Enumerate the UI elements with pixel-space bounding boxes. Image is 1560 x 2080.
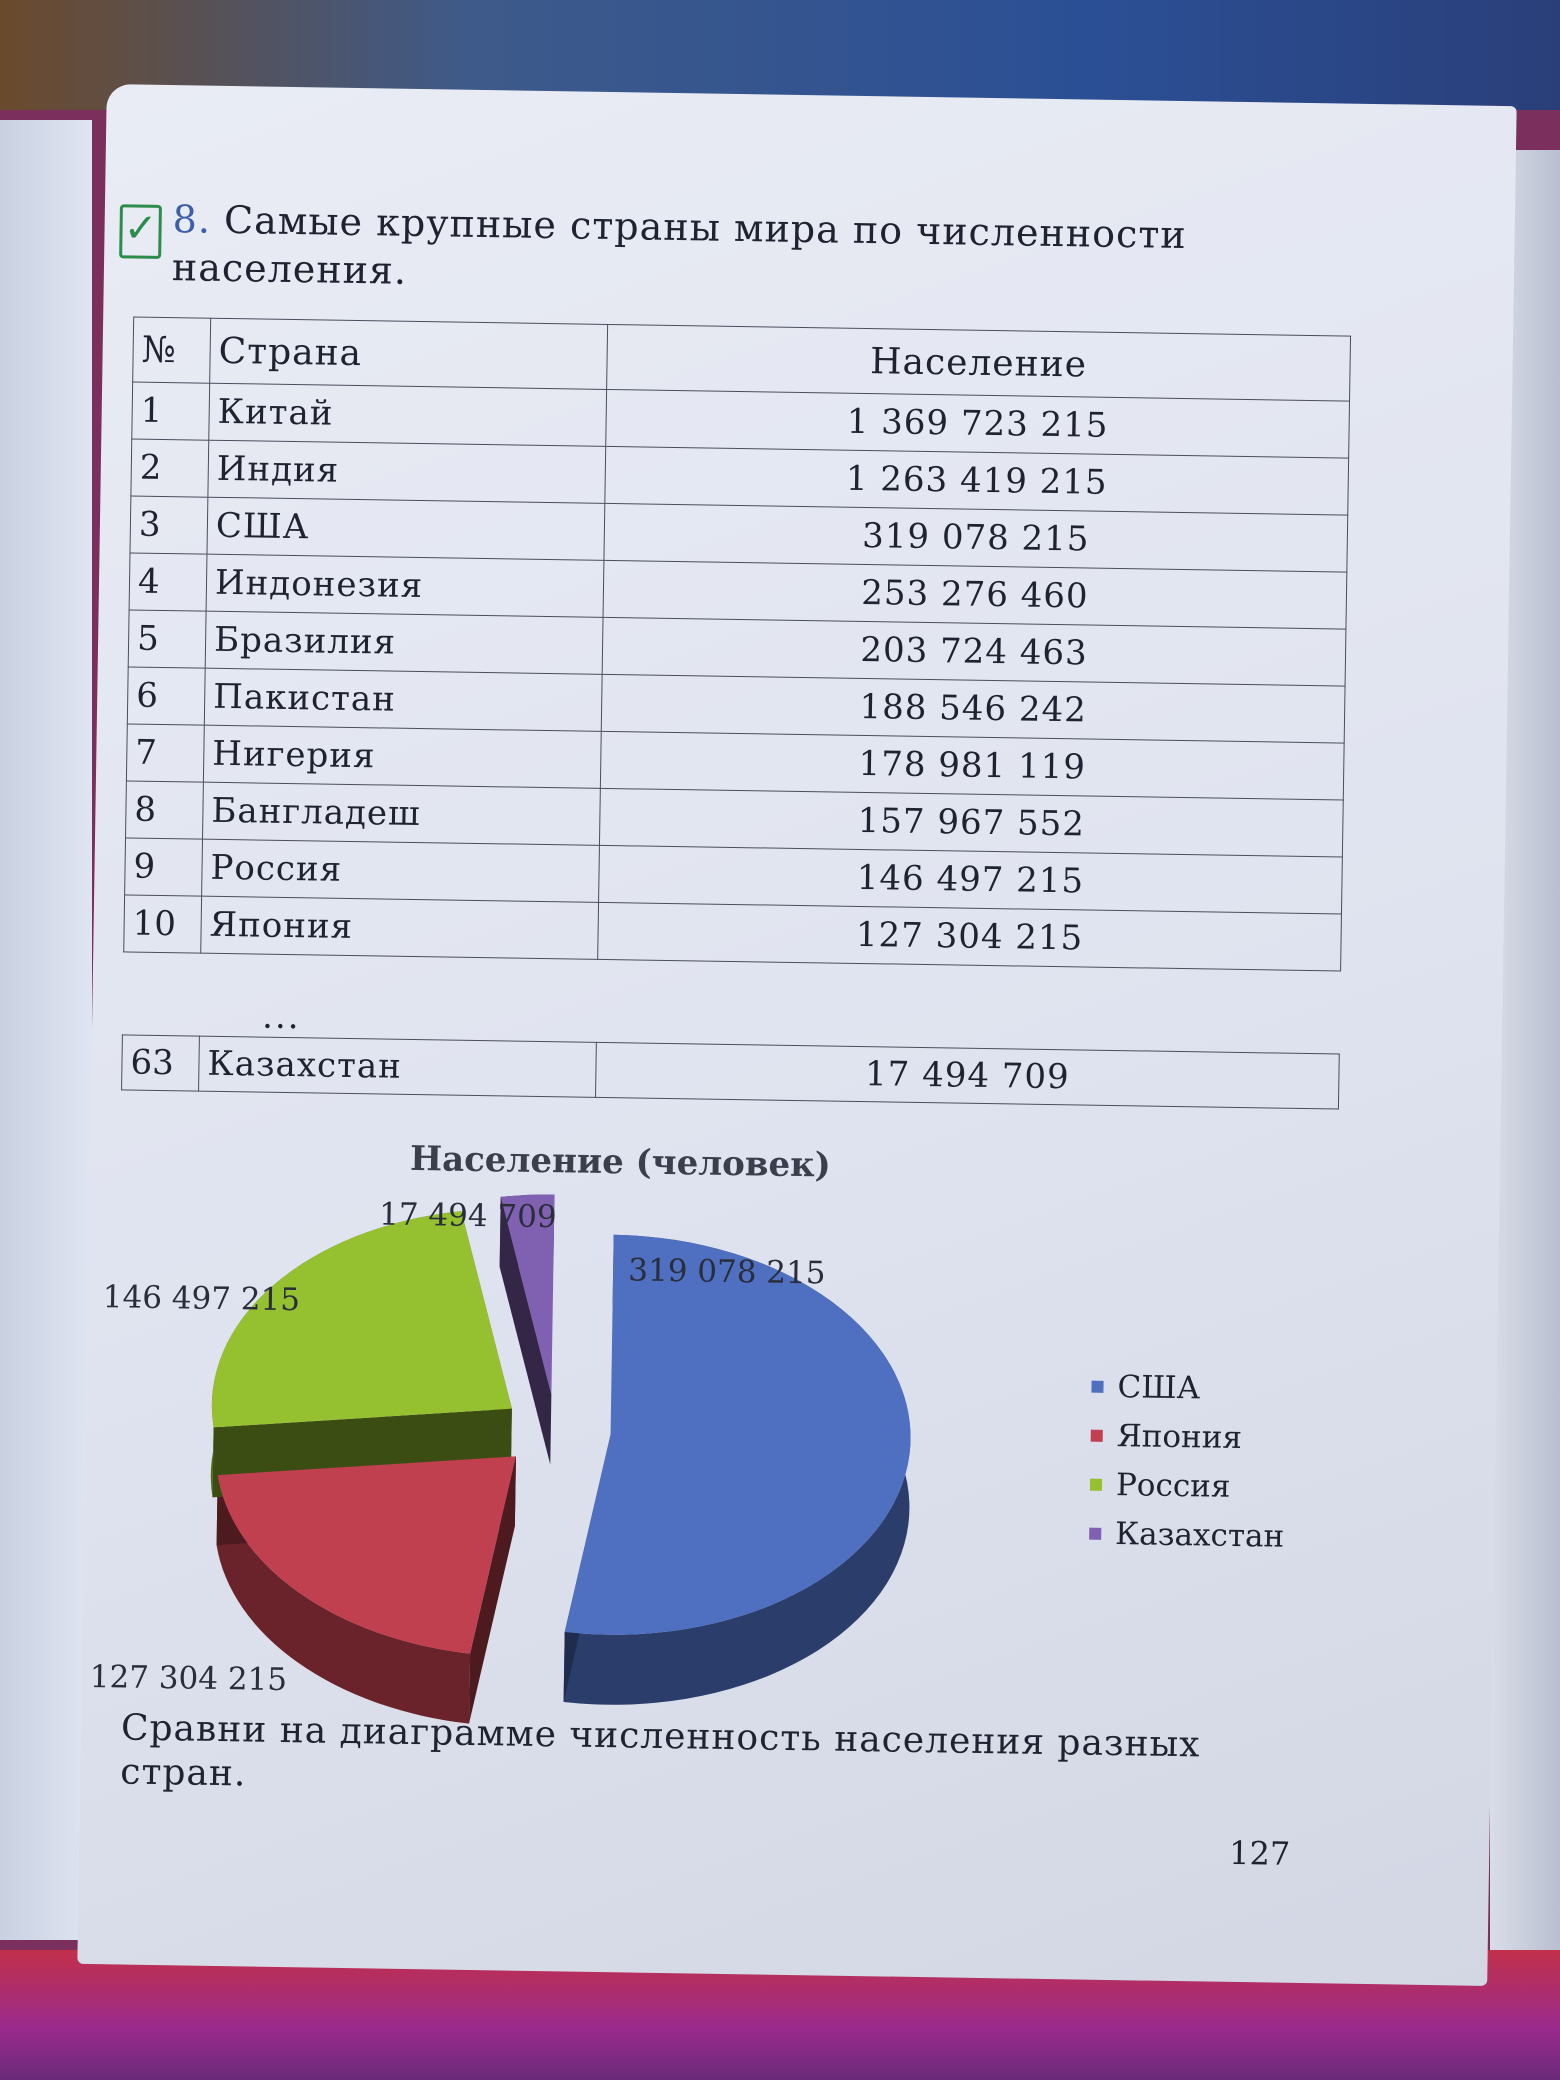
cell-country: США — [207, 497, 605, 560]
cell-no: 9 — [125, 838, 203, 896]
legend-label: Казахстан — [1114, 1515, 1285, 1555]
cell-population: 178 981 119 — [600, 731, 1344, 800]
left-page-edge — [0, 120, 92, 1940]
cell-country: Нигерия — [203, 725, 601, 788]
legend-item — [1090, 1460, 1286, 1512]
legend-label: США — [1117, 1368, 1201, 1406]
data-label-usa: 319 078 215 — [627, 1252, 826, 1292]
legend-item — [1089, 1509, 1285, 1561]
data-label-japan: 127 304 215 — [89, 1658, 288, 1699]
task-number: 8. — [172, 197, 212, 242]
cell-no: 6 — [127, 667, 205, 725]
cell-no: 1 — [132, 382, 210, 440]
cell-no: 4 — [129, 553, 207, 611]
task-title: Самые крупные страны мира по численности населения. — [171, 197, 1188, 293]
chart-legend — [1089, 1362, 1287, 1561]
cell-population: 146 497 215 — [599, 845, 1343, 914]
cell-no: 7 — [126, 724, 204, 782]
pie-slice-Россия — [212, 1207, 515, 1432]
cell-population: 1 263 419 215 — [605, 446, 1349, 515]
cell-no: 10 — [124, 895, 202, 953]
cell-population: 17 494 709 — [595, 1042, 1339, 1109]
legend-swatch — [1089, 1527, 1101, 1539]
cell-country: Бразилия — [205, 611, 603, 674]
legend-swatch — [1090, 1478, 1102, 1490]
cell-country: Индонезия — [206, 554, 604, 617]
header-country: Страна — [210, 318, 608, 389]
page-number: 127 — [1228, 1833, 1291, 1873]
legend-label: Россия — [1115, 1466, 1231, 1505]
cell-population: 319 078 215 — [604, 503, 1348, 572]
cell-population: 188 546 242 — [601, 674, 1345, 743]
table-ellipsis: ... — [261, 996, 301, 1038]
legend-swatch — [1091, 1380, 1103, 1392]
checkmark-icon: ✓ — [119, 204, 162, 259]
cell-population: 203 724 463 — [602, 617, 1346, 686]
cell-no: 63 — [122, 1035, 200, 1091]
legend-item — [1090, 1411, 1286, 1463]
cell-country: Пакистан — [204, 668, 602, 731]
cell-population: 1 369 723 215 — [606, 389, 1350, 458]
task-instruction: Сравни на диаграмме численность населения разных стран. — [120, 1707, 1201, 1795]
cell-country: Бангладеш — [203, 782, 601, 845]
legend-item — [1091, 1362, 1287, 1414]
chart-title: Население (человек) — [409, 1138, 832, 1186]
legend-label: Япония — [1116, 1417, 1243, 1456]
data-label-kazakhstan: 17 494 709 — [378, 1196, 557, 1236]
header-no: № — [133, 317, 211, 383]
cell-country: Китай — [209, 383, 607, 446]
cell-country: Казахстан — [199, 1036, 597, 1097]
cell-country: Япония — [201, 896, 599, 959]
header-population: Население — [607, 324, 1351, 401]
textbook-page — [77, 84, 1516, 1986]
pie-chart — [77, 84, 1506, 1986]
cell-country: Россия — [202, 839, 600, 902]
legend-swatch — [1091, 1429, 1103, 1441]
cell-population: 127 304 215 — [598, 902, 1342, 971]
cell-no: 5 — [128, 610, 206, 668]
cell-population: 157 967 552 — [599, 788, 1343, 857]
cell-country: Индия — [208, 440, 606, 503]
cell-no: 2 — [131, 439, 209, 497]
cell-no: 8 — [126, 781, 204, 839]
data-label-russia: 146 497 215 — [102, 1279, 301, 1319]
cell-no: 3 — [130, 496, 208, 554]
cell-population: 253 276 460 — [603, 560, 1347, 629]
